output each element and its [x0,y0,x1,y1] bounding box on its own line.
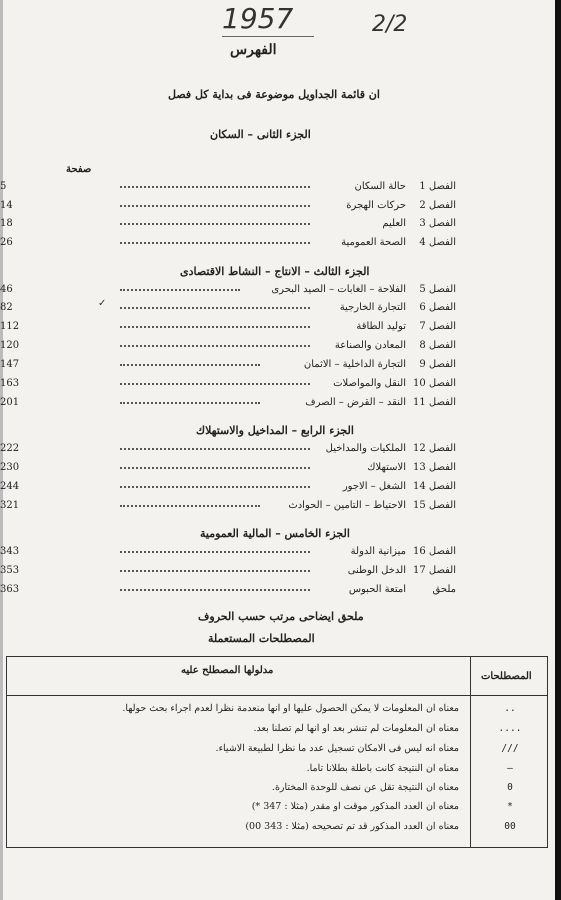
legend-row [7,821,547,839]
page-number: 343 [0,546,20,557]
chapter-topic: النقد – القرض – الصرف [305,397,406,408]
leader-dots [120,448,310,450]
leader-dots [120,402,260,404]
part-2-heading: الجزء الثانى – السكان [210,128,311,141]
chapter-topic: توليد الطاقة [356,321,406,332]
leader-dots [120,589,310,591]
term-meaning: معناه ان العدد المذكور موقت او مقدر (مثلا : 347 *) [251,801,459,812]
chapter-topic: المعادن والصناعة [334,340,406,351]
toc-row [0,378,460,394]
page-number: 18 [0,218,13,229]
handwritten-year: 1957 [222,2,294,35]
term-symbol: .. [504,703,516,714]
leader-dots [120,505,260,507]
legend-row [7,723,547,741]
leader-dots [120,364,260,366]
chapter-label: الفصل 4 [419,237,456,248]
toc-row [0,218,460,234]
page-number: 112 [0,321,20,332]
page-number: 147 [0,359,20,370]
meaning-column-header: مدلولها المصطلح عليه [181,665,274,676]
chapter-topic: التجارة الداخلية – الاثمان [303,359,406,370]
chapter-topic: الشغل – الاجور [342,481,406,492]
term-meaning: معناه ان العدد المذكور قد تم تصحيحه (مثلا : 343 00) [245,821,459,832]
chapter-label: الفصل 16 [412,546,456,557]
term-meaning: معناه ان المعلومات لا يمكن الحصول عليها او انها منعدمة نظرا لعدم اجراء بحث حولها. [122,703,459,714]
legend-row [7,743,547,761]
part-3-heading: الجزء الثالث – الانتاج – النشاط الاقتصادى [180,265,370,278]
toc-row [0,181,460,197]
toc-row [0,443,460,459]
toc-row [0,359,460,375]
toc-row [0,500,460,516]
page-number: 120 [0,340,20,351]
toc-row [0,481,460,497]
page-number: 244 [0,481,20,492]
toc-row [0,462,460,478]
chapter-topic: العليم [382,218,406,229]
chapter-label: الفصل 17 [412,565,456,576]
term-symbol: /// [501,743,519,754]
chapter-label: الفصل 6 [419,302,456,313]
toc-row [0,584,460,600]
page-number: 26 [0,237,13,248]
leader-dots [120,570,310,572]
leader-dots [120,223,310,225]
part-5-heading: الجزء الخامس – المالية العمومية [200,527,350,540]
toc-row [0,284,460,300]
terms-title: المصطلحات المستعملة [208,632,315,645]
chapter-topic: حالة السكان [354,181,406,192]
leader-dots [120,486,310,488]
chapter-topic: الملكيات والمداخيل [325,443,406,454]
term-symbol: * [507,801,513,812]
legend-row [7,703,547,721]
chapter-label: الفصل 5 [419,284,456,295]
page-number: 5 [0,181,7,192]
chapter-label: الفصل 8 [419,340,456,351]
legend-row [7,801,547,819]
term-symbol: 0 [507,782,513,793]
part-4-heading: الجزء الرابع – المداخيل والاستهلاك [196,424,354,437]
chapter-topic: التجارة الخارجية [339,302,406,313]
chapter-label: الفصل 9 [419,359,456,370]
chapter-label: الفصل 3 [419,218,456,229]
chapter-topic: الفلاحة – الغابات – الصيد البحرى [271,284,406,295]
tables-note: ان قائمة الجداويل موضوعة فى بداية كل فصل [168,88,380,101]
table-divider-header-terms [471,695,547,696]
page-number: 82 [0,302,13,313]
leader-dots [120,326,310,328]
leader-dots [120,383,310,385]
chapter-label: الفصل 13 [412,462,456,473]
term-meaning: معناه ان النتيجة كانت باطلة بطلانا تاما. [306,763,459,774]
legend-table [6,656,548,848]
leader-dots [120,205,310,207]
page-number: 46 [0,284,13,295]
chapter-label: الفصل 14 [412,481,456,492]
chapter-topic: امتعة الحبوس [348,584,406,595]
term-symbol: .... [498,723,522,734]
chapter-label: الفصل 15 [412,500,456,511]
chapter-label: الفصل 1 [419,181,456,192]
table-divider-header [7,695,470,696]
page-number: 163 [0,378,20,389]
page-number: 363 [0,584,20,595]
page-number: 353 [0,565,20,576]
scan-edge-right [555,0,561,900]
term-meaning: معناه انه ليس فى الامكان تسجيل عدد ما نظرا لطبيعة الاشياء. [215,743,459,754]
chapter-topic: النقل والمواصلات [333,378,406,389]
term-meaning: معناه ان المعلومات لم تنشر بعد او انها لم تصلنا بعد. [253,723,459,734]
chapter-topic: الدخل الوطنى [347,565,406,576]
leader-dots [120,289,240,291]
page-number: 222 [0,443,20,454]
page-title: الفهرس [230,42,277,58]
page-number: 201 [0,397,20,408]
term-meaning: معناه ان النتيجة تقل عن نصف للوحدة المختارة. [271,782,459,793]
leader-dots [120,242,310,244]
legend-row [7,763,547,781]
leader-dots [120,467,310,469]
handwritten-check-mark: ✓ [98,298,107,309]
term-symbol: 00 [504,821,516,832]
leader-dots [120,345,310,347]
terms-column-header: المصطلحات [481,671,532,682]
leader-dots [120,551,310,553]
chapter-label: ملحق [432,584,456,595]
leader-dots [120,307,310,309]
page-column-label: صفحة [66,164,92,175]
toc-row [0,340,460,356]
chapter-topic: الاستهلاك [367,462,406,473]
page-number: 230 [0,462,20,473]
chapter-label: الفصل 7 [419,321,456,332]
page-number: 321 [0,500,20,511]
chapter-label: الفصل 10 [412,378,456,389]
chapter-topic: حركات الهجرة [346,200,406,211]
chapter-topic: الصحة العمومية [341,237,406,248]
chapter-topic: ميزانية الدولة [350,546,406,557]
chapter-label: الفصل 2 [419,200,456,211]
chapter-topic: الاحتياط – التامين – الحوادث [288,500,406,511]
toc-row [0,237,460,253]
chapter-label: الفصل 11 [412,397,456,408]
toc-row [0,200,460,216]
handwritten-fraction: 2/2 [372,12,408,37]
handwritten-underline [222,36,314,37]
legend-row [7,782,547,800]
toc-row [0,321,460,337]
toc-row [0,565,460,581]
page-number: 14 [0,200,13,211]
toc-row [0,302,460,318]
appendix-line: ملحق ايضاحى مرتب حسب الحروف [198,610,364,623]
toc-row [0,546,460,562]
leader-dots [120,186,310,188]
chapter-label: الفصل 12 [412,443,456,454]
term-symbol: – [507,763,513,774]
toc-row [0,397,460,413]
